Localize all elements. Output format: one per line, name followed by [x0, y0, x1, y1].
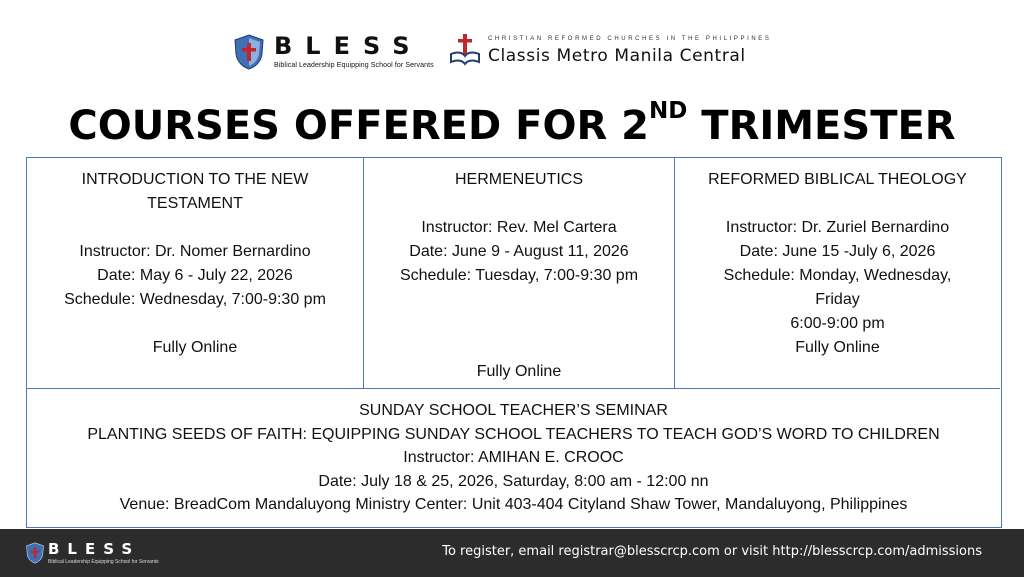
- bless-tagline: Biblical Leadership Equipping School for Servants: [274, 62, 434, 69]
- course-mode: Fully Online: [795, 339, 880, 356]
- title-main: COURSES OFFERED FOR 2: [68, 103, 650, 149]
- course-card-hermeneutics: [364, 158, 675, 389]
- title-superscript: ND: [649, 98, 688, 124]
- course-schedule: 6:00-9:00 pm: [790, 315, 885, 332]
- register-note: To register, email registrar@blesscrcp.com or visit http://blesscrcp.com/admissions: [442, 544, 982, 559]
- course-instructor: Instructor: Rev. Mel Cartera: [421, 219, 617, 236]
- seminar-venue: Venue: BreadCom Mandaluyong Ministry Center: Unit 403-404 Cityland Shaw Tower, Mandaluyong, Philippines: [119, 496, 908, 513]
- crcp-logo: [448, 30, 772, 76]
- course-mode: Fully Online: [476, 363, 562, 380]
- course-schedule: Schedule: Tuesday, 7:00-9:30 pm: [399, 267, 639, 284]
- course-title: REFORMED BIBLICAL THEOLOGY: [708, 171, 967, 188]
- course-schedule: Friday: [815, 291, 860, 308]
- bless-logo: [234, 32, 434, 74]
- course-schedule: Schedule: Monday, Wednesday,: [723, 267, 952, 284]
- page-title: [0, 100, 1024, 152]
- seminar-instructor: Instructor: AMIHAN E. CROOC: [403, 449, 624, 466]
- bless-shield-icon: [234, 34, 264, 70]
- course-date: Date: June 15 -July 6, 2026: [739, 243, 936, 260]
- footer-tagline: Biblical Leadership Equipping School for Servants: [48, 559, 159, 565]
- footer-brand: BLESS: [48, 540, 141, 558]
- crcp-name: Classis Metro Manila Central: [488, 46, 746, 66]
- crcp-small-text: CHRISTIAN REFORMED CHURCHES IN THE PHILIPPINES: [488, 36, 772, 42]
- seminar-card: [27, 389, 1000, 526]
- footer-shield-icon: [26, 542, 44, 564]
- course-instructor: Instructor: Dr. Nomer Bernardino: [79, 243, 311, 260]
- course-instructor: Instructor: Dr. Zuriel Bernardino: [725, 219, 950, 236]
- header-logos: [0, 30, 1024, 76]
- course-card-reformed-theology: [675, 158, 1000, 389]
- course-title: TESTAMENT: [147, 195, 243, 212]
- course-title: INTRODUCTION TO THE NEW: [81, 171, 309, 188]
- course-card-intro-nt: [27, 158, 364, 389]
- bless-wordmark: BLESS: [274, 32, 423, 60]
- course-date: Date: June 9 - August 11, 2026: [409, 243, 629, 260]
- course-title: HERMENEUTICS: [454, 171, 583, 188]
- seminar-date: Date: July 18 & 25, 2026, Saturday, 8:00 am - 12:00 nn: [318, 472, 709, 490]
- cross-book-icon: [448, 32, 482, 68]
- seminar-subtitle: PLANTING SEEDS OF FAITH: EQUIPPING SUNDAY SCHOOL TEACHERS TO TEACH GOD’S WORD TO CHILDREN: [87, 425, 940, 443]
- seminar-heading: SUNDAY SCHOOL TEACHER’S SEMINAR: [359, 402, 668, 419]
- course-schedule: Schedule: Wednesday, 7:00-9:30 pm: [64, 291, 326, 308]
- course-date: Date: May 6 - July 22, 2026: [97, 267, 293, 284]
- course-grid: [26, 157, 1002, 528]
- course-mode: Fully Online: [152, 339, 238, 356]
- footer-bar: [0, 529, 1024, 577]
- title-after: TRIMESTER: [687, 103, 956, 149]
